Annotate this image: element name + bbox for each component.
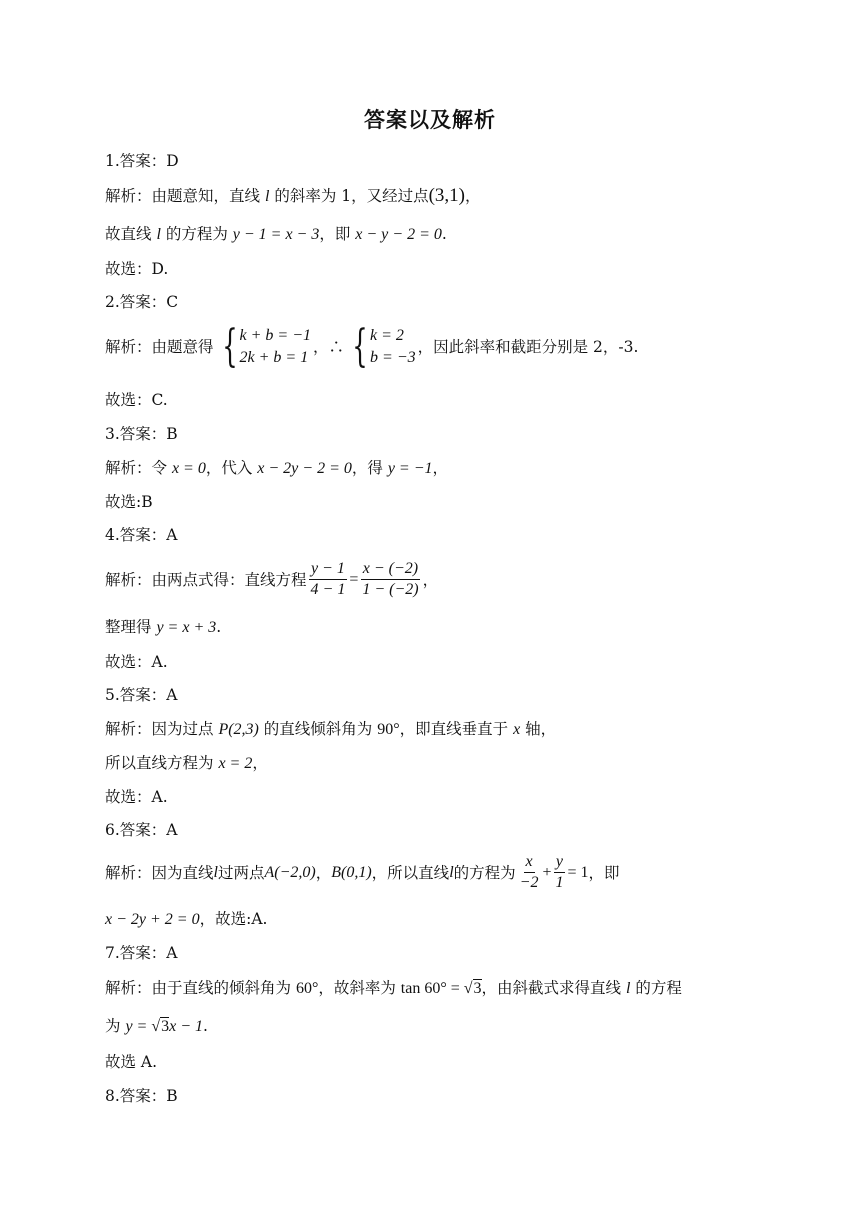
text: ，	[422, 570, 439, 589]
text: ，	[465, 187, 481, 205]
q3-answer: 3.答案：B	[105, 425, 178, 443]
math-equation: x − 2y − 2 = 0	[257, 460, 352, 477]
q7-answer: 7.答案：A	[105, 944, 178, 962]
math-angle: 90°	[377, 721, 400, 738]
text: ，故选:A.	[199, 910, 268, 928]
q5-analysis-line2	[105, 752, 268, 775]
math-var: x	[513, 721, 521, 738]
sqrt-symbol: √	[151, 1018, 161, 1035]
sqrt-radicand: 3	[473, 980, 482, 997]
brace-symbol: {	[352, 321, 368, 372]
q2-answer: 2.答案：C	[105, 293, 179, 311]
text: ，代入	[205, 459, 258, 477]
text: ，因此斜率和截距分别是 2，-3.	[417, 338, 639, 356]
text: ，故斜率为	[318, 979, 401, 997]
text: 解析：令	[105, 459, 172, 477]
q1-choice: 故选：D.	[105, 260, 169, 278]
math-equation: x = 0	[171, 460, 206, 477]
text: 过两点	[217, 863, 265, 882]
equals-sign: =	[349, 570, 359, 588]
q8-answer: 8.答案：B	[105, 1087, 178, 1105]
text: .	[216, 618, 222, 636]
text: 的方程为	[160, 225, 233, 243]
q1-analysis-line1	[105, 185, 481, 208]
text: 的方程为	[453, 863, 516, 882]
sqrt-radicand: 3	[161, 1018, 170, 1035]
equation-system-1	[216, 321, 312, 372]
text: 所以直线方程为	[105, 754, 219, 772]
system-row: 2k + b = 1	[239, 349, 309, 366]
math-point: P(2,3)	[218, 721, 259, 738]
math-equation: y = x + 3	[156, 619, 217, 636]
sqrt-symbol: √	[463, 980, 473, 997]
text: ，∴	[313, 338, 345, 356]
denominator: −2	[519, 874, 539, 891]
q7-analysis-line1	[105, 977, 682, 1000]
numerator: y	[554, 852, 565, 873]
math-equation: y = −1	[387, 460, 433, 477]
math-var: l	[264, 188, 270, 205]
text: ，	[315, 863, 332, 882]
q3-choice: 故选:B	[105, 493, 153, 511]
fraction	[309, 559, 348, 600]
text: 为	[105, 1017, 126, 1035]
q4-choice: 故选：A.	[105, 653, 168, 671]
q4-answer: 4.答案：A	[105, 526, 178, 544]
text: 的直线倾斜角为	[258, 720, 378, 738]
q2-choice: 故选：C.	[105, 391, 168, 409]
math-equation: x − y − 2 = 0	[355, 226, 442, 243]
system-row: k + b = −1	[239, 327, 312, 344]
math-equation: x − 1	[169, 1018, 204, 1035]
q2-analysis-line1	[105, 321, 639, 372]
math-equation: x = 2	[218, 755, 253, 772]
text: 解析：因为直线	[105, 863, 214, 882]
text: .	[203, 1017, 208, 1035]
math-equation: x − 2y + 2 = 0	[105, 911, 200, 928]
text: 解析：由题意知，直线	[105, 187, 265, 205]
q5-choice: 故选：A.	[105, 788, 168, 806]
text: 解析：由于直线的倾斜角为	[105, 979, 296, 997]
text: ，即	[588, 863, 620, 882]
text: 整理得	[105, 618, 157, 636]
fraction	[518, 852, 541, 893]
system-row: k = 2	[370, 327, 404, 344]
q6-analysis-line1	[105, 852, 620, 893]
numerator: y − 1	[309, 559, 347, 580]
plus-sign: +	[542, 863, 552, 881]
fraction	[553, 852, 565, 893]
text: 解析：由两点式得：直线方程	[105, 570, 307, 589]
denominator: 1 − (−2)	[362, 581, 419, 598]
text: ，	[252, 754, 268, 772]
numerator: x − (−2)	[361, 559, 420, 580]
text: ，由斜截式求得直线	[481, 979, 626, 997]
math-var: l	[625, 980, 631, 997]
brace-symbol: {	[221, 321, 238, 372]
q1-analysis-line2	[105, 223, 447, 246]
math-point: B(0,1)	[331, 863, 372, 881]
text: 解析：由题意得	[105, 338, 214, 356]
text: 解析：因为过点	[105, 720, 219, 738]
text: ，	[432, 459, 449, 477]
q4-analysis-line2	[105, 616, 221, 639]
text: 的方程	[630, 979, 682, 997]
math-var: l	[156, 226, 161, 243]
q5-analysis-line1	[105, 718, 556, 741]
text: 的斜率为 1，又经过点	[269, 187, 429, 205]
denominator: 1	[555, 874, 564, 891]
fraction	[360, 559, 420, 600]
math-equation: y − 1 = x − 3	[232, 226, 320, 243]
math-equation: = 1	[567, 863, 589, 881]
text: ，即直线垂直于	[399, 720, 514, 738]
q7-analysis-line2	[105, 1015, 208, 1038]
q6-answer: 6.答案：A	[105, 821, 178, 839]
text: 轴，	[520, 720, 557, 738]
q4-analysis-line1	[105, 559, 438, 600]
text: ，所以直线	[371, 863, 450, 882]
q1-answer: 1.答案：D	[105, 152, 179, 170]
text: ，即	[319, 225, 356, 243]
text: ，得	[351, 459, 388, 477]
text: .	[441, 225, 447, 243]
equation-system-2	[346, 321, 416, 372]
math-var: l	[213, 863, 218, 881]
math-point: (3,1)	[428, 185, 466, 206]
numerator: x	[524, 852, 535, 873]
page-title: 答案以及解析	[364, 108, 496, 132]
text: 故直线	[105, 225, 157, 243]
q3-analysis-line1	[105, 457, 448, 480]
q5-answer: 5.答案：A	[105, 686, 178, 704]
q6-analysis-line2	[105, 908, 267, 931]
math-point: A(−2,0)	[264, 863, 316, 881]
denominator: 4 − 1	[310, 581, 346, 598]
math-equation: y =	[125, 1018, 152, 1035]
math-equation: tan 60° =	[400, 980, 464, 997]
math-angle: 60°	[295, 980, 319, 997]
math-var: l	[449, 863, 454, 881]
system-row: b = −3	[370, 349, 416, 366]
q7-choice: 故选 A.	[105, 1053, 158, 1071]
